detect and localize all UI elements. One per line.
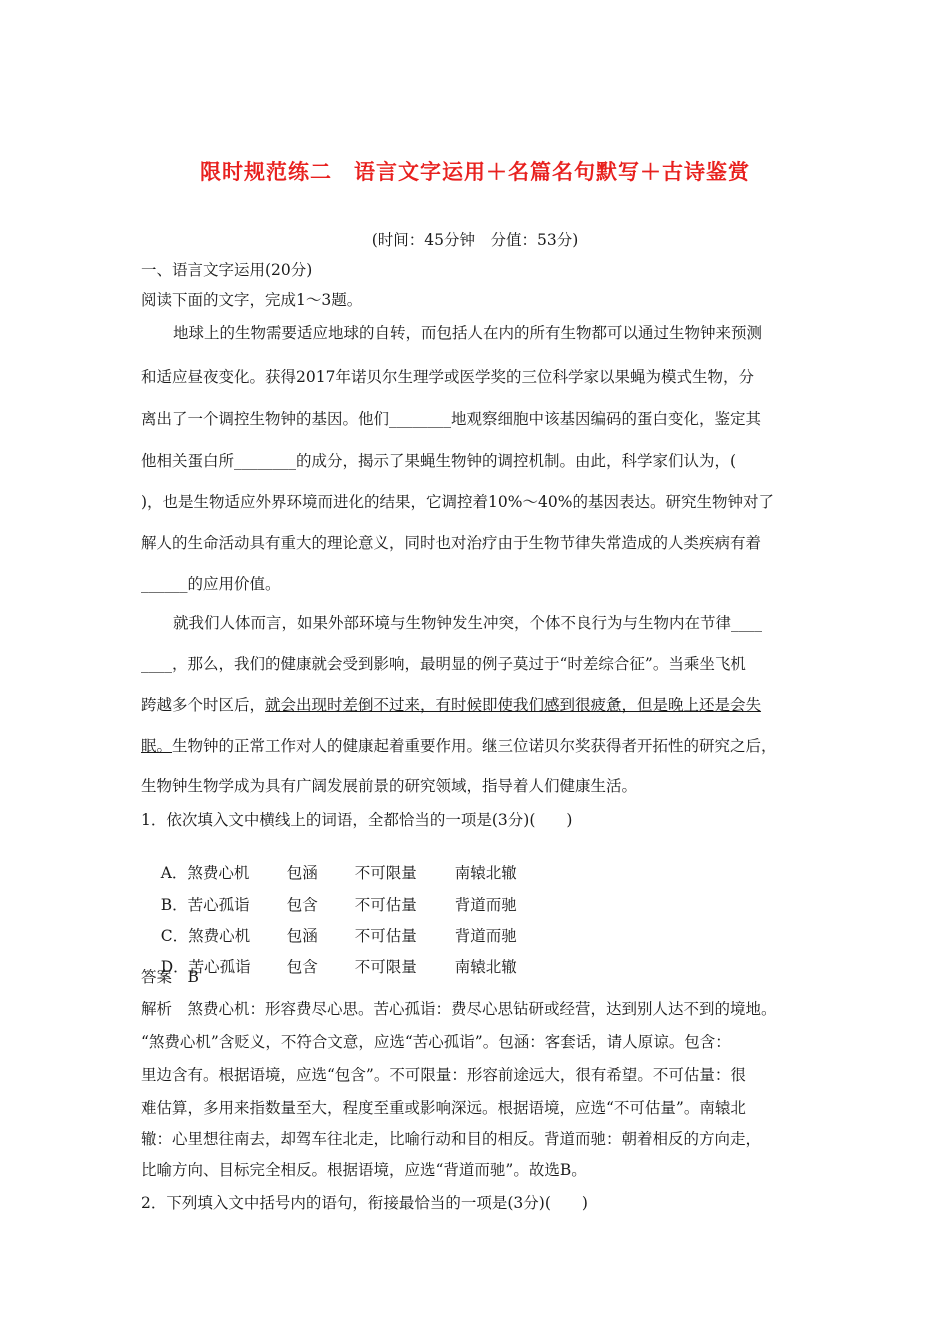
passage1-line: 离出了一个调控生物钟的基因。他们________地观察细胞中该基因编码的蛋白变化，鉴定其 (141, 410, 762, 428)
option-text: 不可估量 (354, 927, 417, 945)
passage2-line: ____，那么，我们的健康就会受到影响，最明显的例子莫过于“时差综合征”。当乘坐飞机 (141, 655, 746, 673)
option-text: 南辕北辙 (454, 958, 517, 976)
option-text: A．煞费心机 (160, 864, 250, 882)
option-text: 背道而驰 (454, 896, 517, 914)
analysis-line: 辙：心里想往南去，却驾车往北走，比喻行动和目的相反。背道而驰：朝着相反的方向走， (141, 1130, 762, 1148)
question-1-stem: 1．依次填入文中横线上的词语，全都恰当的一项是(3分)( ) (141, 811, 573, 829)
passage1-line: )，也是生物适应外界环境而进化的结果，它调控着10%～40%的基因表达。研究生物钟对了 (141, 493, 774, 511)
underlined-sentence: 就会出现时差倒不过来，有时候即使我们感到很疲惫，但是晚上还是会失 (265, 696, 762, 714)
option-text: 包涵 (286, 864, 318, 882)
option-text: 不可估量 (354, 896, 417, 914)
option-text: 不可限量 (354, 864, 417, 882)
passage2-text: 生物钟的正常工作对人的健康起着重要作用。继三位诺贝尔奖获得者开拓性的研究之后， (172, 737, 777, 755)
option-text: C．煞费心机 (160, 927, 251, 945)
passage1-line: ______的应用价值。 (141, 575, 281, 593)
option-text: 背道而驰 (454, 927, 517, 945)
time-score-info: (时间：45分钟 分值：53分) (371, 231, 579, 249)
passage2-line: 生物钟生物学成为具有广阔发展前景的研究领域，指导着人们健康生活。 (141, 777, 638, 795)
passage2-line (141, 694, 761, 716)
page-title: 限时规范练二 语言文字运用＋名篇名句默写＋古诗鉴赏 (200, 160, 750, 184)
analysis-line: 难估算，多用来指数量至大，程度至重或影响深远。根据语境，应选“不可估量”。南辕北 (141, 1099, 746, 1117)
analysis-line: 里边含有。根据语境，应选“包含”。不可限量：形容前途远大，很有希望。不可估量：很 (141, 1066, 746, 1084)
option-text: 南辕北辙 (454, 864, 517, 882)
option-text: 不可限量 (354, 958, 417, 976)
analysis-line: “煞费心机”含贬义，不符合文意，应选“苦心孤诣”。包涵：客套话，请人原谅。包含： (141, 1033, 731, 1051)
reading-instruction: 阅读下面的文字，完成1～3题。 (141, 291, 363, 309)
option-text: D．苦心孤诣 (160, 958, 251, 976)
option-text: 包含 (286, 958, 318, 976)
passage2-line: 就我们人体而言，如果外部环境与生物钟发生冲突，个体不良行为与生物内在节律____ (173, 614, 763, 632)
question-2-stem: 2．下列填入文中括号内的语句，衔接最恰当的一项是(3分)( ) (141, 1194, 588, 1212)
answer: 答案 B (141, 968, 199, 986)
option-text: B．苦心孤诣 (160, 896, 250, 914)
passage2-text: 跨越多个时区后， (141, 696, 266, 714)
analysis-line: 解析 煞费心机：形容费尽心思。苦心孤诣：费尽心思钻研或经营，达到别人达不到的境地。 (141, 1000, 777, 1018)
analysis-line: 比喻方向、目标完全相反。根据语境，应选“背道而驰”。故选B。 (141, 1161, 587, 1179)
passage1-line: 解人的生命活动具有重大的理论意义，同时也对治疗由于生物节律失常造成的人类疾病有着 (141, 534, 762, 552)
option-text: 包涵 (286, 927, 318, 945)
section-heading: 一、语言文字运用(20分) (141, 261, 313, 279)
passage2-line (141, 735, 777, 757)
underlined-sentence-end: 眠。 (141, 737, 173, 755)
option-text: 包含 (286, 896, 318, 914)
passage1-line: 和适应昼夜变化。获得2017年诺贝尔生理学或医学奖的三位科学家以果蝇为模式生物，分 (141, 368, 754, 386)
passage1-line: 地球上的生物需要适应地球的自转，而包括人在内的所有生物都可以通过生物钟来预测 (173, 324, 763, 342)
passage1-line: 他相关蛋白所________的成分，揭示了果蝇生物钟的调控机制。由此，科学家们认为，( (141, 452, 737, 470)
